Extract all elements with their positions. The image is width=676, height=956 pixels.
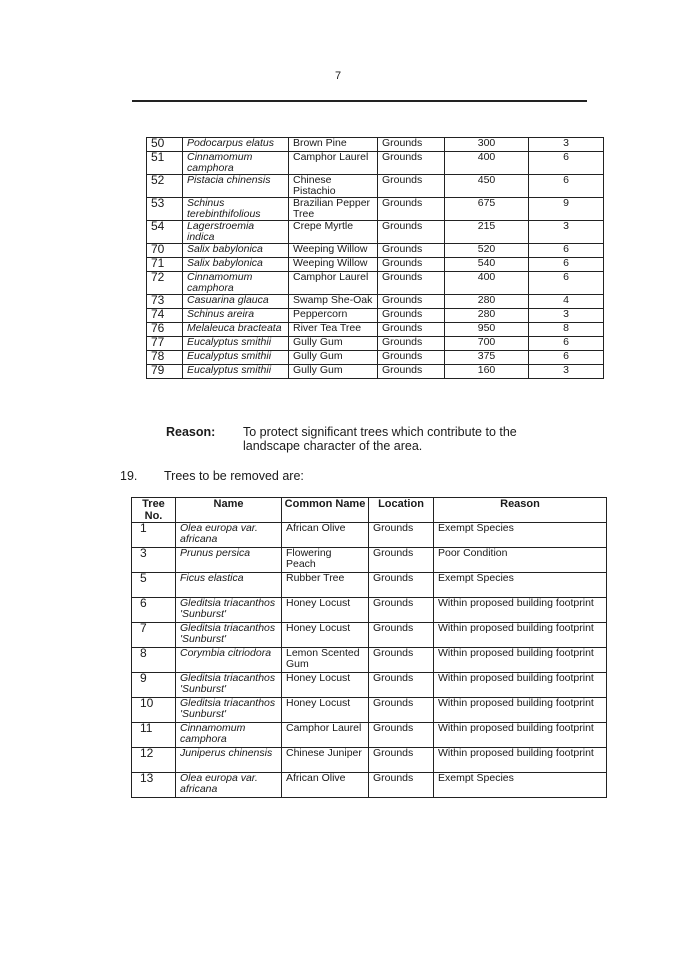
tree-value: 400 — [445, 152, 529, 175]
tree-number: 54 — [147, 221, 183, 244]
common-name: Camphor Laurel — [289, 152, 378, 175]
location: Grounds — [378, 295, 445, 309]
tree-rank: 3 — [529, 309, 604, 323]
common-name: Honey Locust — [282, 623, 369, 648]
common-name: Gully Gum — [289, 365, 378, 379]
location: Grounds — [378, 244, 445, 258]
location: Grounds — [369, 673, 434, 698]
botanical-name: Olea europa var. africana — [176, 773, 282, 798]
tree-value: 540 — [445, 258, 529, 272]
common-name: Camphor Laurel — [289, 272, 378, 295]
tree-number: 53 — [147, 198, 183, 221]
tree-number: 10 — [132, 698, 176, 723]
tree-rank: 8 — [529, 323, 604, 337]
reason-text: To protect significant trees which contribute to the landscape character of the area. — [243, 425, 517, 453]
removal-reason: Within proposed building footprint — [434, 598, 607, 623]
table-row — [132, 698, 607, 723]
location: Grounds — [378, 152, 445, 175]
retained-trees-table — [146, 137, 604, 379]
tree-value: 215 — [445, 221, 529, 244]
botanical-name: Gleditsia triacanthos 'Sunburst' — [176, 623, 282, 648]
table-row — [147, 198, 604, 221]
common-name: Camphor Laurel — [282, 723, 369, 748]
header-reason: Reason — [434, 498, 607, 523]
botanical-name: Casuarina glauca — [183, 295, 289, 309]
location: Grounds — [378, 258, 445, 272]
botanical-name: Eucalyptus smithii — [183, 351, 289, 365]
table-row — [132, 673, 607, 698]
section-number: 19. — [120, 469, 138, 483]
botanical-name: Salix babylonica — [183, 244, 289, 258]
common-name: Swamp She-Oak — [289, 295, 378, 309]
removal-reason: Within proposed building footprint — [434, 698, 607, 723]
removed-trees-table — [131, 497, 607, 798]
table-row — [147, 323, 604, 337]
common-name: African Olive — [282, 773, 369, 798]
botanical-name: Salix babylonica — [183, 258, 289, 272]
botanical-name: Podocarpus elatus — [183, 138, 289, 152]
table-row — [147, 221, 604, 244]
table-row — [147, 244, 604, 258]
tree-rank: 6 — [529, 244, 604, 258]
tree-value: 160 — [445, 365, 529, 379]
header-common-name: Common Name — [282, 498, 369, 523]
location: Grounds — [369, 523, 434, 548]
location: Grounds — [369, 773, 434, 798]
tree-number: 52 — [147, 175, 183, 198]
removal-reason: Exempt Species — [434, 523, 607, 548]
table-row — [147, 152, 604, 175]
tree-rank: 6 — [529, 351, 604, 365]
common-name: African Olive — [282, 523, 369, 548]
removal-reason: Within proposed building footprint — [434, 723, 607, 748]
table-row — [132, 598, 607, 623]
tree-rank: 3 — [529, 365, 604, 379]
section-19-heading — [120, 469, 304, 483]
table-row — [147, 337, 604, 351]
tree-number: 3 — [132, 548, 176, 573]
removal-reason: Exempt Species — [434, 773, 607, 798]
table-row — [132, 548, 607, 573]
header-name: Name — [176, 498, 282, 523]
botanical-name: Lagerstroemia indica — [183, 221, 289, 244]
botanical-name: Cinnamomum camphora — [176, 723, 282, 748]
tree-rank: 4 — [529, 295, 604, 309]
tree-number: 71 — [147, 258, 183, 272]
common-name: Lemon Scented Gum — [282, 648, 369, 673]
botanical-name: Eucalyptus smithii — [183, 365, 289, 379]
tree-value: 520 — [445, 244, 529, 258]
table-row — [147, 295, 604, 309]
tree-number: 9 — [132, 673, 176, 698]
tree-rank: 6 — [529, 272, 604, 295]
tree-number: 5 — [132, 573, 176, 598]
removal-reason: Poor Condition — [434, 548, 607, 573]
table-row — [132, 723, 607, 748]
tree-number: 6 — [132, 598, 176, 623]
botanical-name: Schinus areira — [183, 309, 289, 323]
section-title: Trees to be removed are: — [164, 469, 304, 483]
location: Grounds — [369, 748, 434, 773]
table-row — [147, 351, 604, 365]
common-name: Honey Locust — [282, 698, 369, 723]
tree-number: 70 — [147, 244, 183, 258]
common-name: Rubber Tree — [282, 573, 369, 598]
header-location: Location — [369, 498, 434, 523]
table-row — [147, 309, 604, 323]
botanical-name: Gleditsia triacanthos 'Sunburst' — [176, 598, 282, 623]
tree-number: 51 — [147, 152, 183, 175]
location: Grounds — [378, 309, 445, 323]
common-name: Gully Gum — [289, 351, 378, 365]
tree-rank: 6 — [529, 175, 604, 198]
common-name: Weeping Willow — [289, 244, 378, 258]
botanical-name: Olea europa var. africana — [176, 523, 282, 548]
tree-number: 8 — [132, 648, 176, 673]
reason-block — [166, 425, 586, 453]
table-row — [132, 748, 607, 773]
location: Grounds — [369, 548, 434, 573]
common-name: Brown Pine — [289, 138, 378, 152]
botanical-name: Corymbia citriodora — [176, 648, 282, 673]
botanical-name: Ficus elastica — [176, 573, 282, 598]
table-row — [147, 175, 604, 198]
location: Grounds — [369, 648, 434, 673]
botanical-name: Prunus persica — [176, 548, 282, 573]
location: Grounds — [369, 723, 434, 748]
tree-value: 400 — [445, 272, 529, 295]
tree-number: 72 — [147, 272, 183, 295]
tree-number: 79 — [147, 365, 183, 379]
common-name: Weeping Willow — [289, 258, 378, 272]
header-rule — [132, 100, 587, 102]
tree-number: 76 — [147, 323, 183, 337]
tree-value: 450 — [445, 175, 529, 198]
botanical-name: Gleditsia triacanthos 'Sunburst' — [176, 673, 282, 698]
table-row — [132, 623, 607, 648]
common-name: Chinese Juniper — [282, 748, 369, 773]
removal-reason: Within proposed building footprint — [434, 623, 607, 648]
location: Grounds — [369, 573, 434, 598]
common-name: Honey Locust — [282, 673, 369, 698]
tree-rank: 3 — [529, 138, 604, 152]
removal-reason: Within proposed building footprint — [434, 648, 607, 673]
removal-reason: Within proposed building footprint — [434, 673, 607, 698]
location: Grounds — [378, 337, 445, 351]
tree-number: 11 — [132, 723, 176, 748]
botanical-name: Pistacia chinensis — [183, 175, 289, 198]
tree-rank: 9 — [529, 198, 604, 221]
common-name: Honey Locust — [282, 598, 369, 623]
reason-label: Reason: — [166, 425, 216, 439]
tree-value: 300 — [445, 138, 529, 152]
header-tree-no: Tree No. — [132, 498, 176, 523]
common-name: Brazilian Pepper Tree — [289, 198, 378, 221]
tree-number: 73 — [147, 295, 183, 309]
tree-rank: 6 — [529, 152, 604, 175]
common-name: River Tea Tree — [289, 323, 378, 337]
common-name: Crepe Myrtle — [289, 221, 378, 244]
table-row — [132, 648, 607, 673]
common-name: Gully Gum — [289, 337, 378, 351]
table-row — [132, 773, 607, 798]
location: Grounds — [378, 351, 445, 365]
location: Grounds — [369, 598, 434, 623]
tree-number: 1 — [132, 523, 176, 548]
tree-number: 12 — [132, 748, 176, 773]
table-header-row — [132, 498, 607, 523]
tree-value: 950 — [445, 323, 529, 337]
table-row — [147, 258, 604, 272]
removal-reason: Within proposed building footprint — [434, 748, 607, 773]
botanical-name: Eucalyptus smithii — [183, 337, 289, 351]
botanical-name: Melaleuca bracteata — [183, 323, 289, 337]
botanical-name: Cinnamomum camphora — [183, 152, 289, 175]
location: Grounds — [378, 175, 445, 198]
common-name: Peppercorn — [289, 309, 378, 323]
tree-number: 13 — [132, 773, 176, 798]
tree-number: 78 — [147, 351, 183, 365]
location: Grounds — [378, 221, 445, 244]
tree-rank: 6 — [529, 337, 604, 351]
tree-rank: 6 — [529, 258, 604, 272]
location: Grounds — [378, 365, 445, 379]
tree-rank: 3 — [529, 221, 604, 244]
common-name: Flowering Peach — [282, 548, 369, 573]
tree-number: 74 — [147, 309, 183, 323]
location: Grounds — [369, 623, 434, 648]
table-row — [147, 138, 604, 152]
table-row — [132, 573, 607, 598]
tree-value: 280 — [445, 309, 529, 323]
tree-value: 375 — [445, 351, 529, 365]
page-number: 7 — [334, 70, 342, 82]
tree-value: 280 — [445, 295, 529, 309]
location: Grounds — [369, 698, 434, 723]
tree-number: 7 — [132, 623, 176, 648]
table-row — [147, 272, 604, 295]
botanical-name: Schinus terebinthifolious — [183, 198, 289, 221]
tree-value: 700 — [445, 337, 529, 351]
botanical-name: Juniperus chinensis — [176, 748, 282, 773]
location: Grounds — [378, 198, 445, 221]
location: Grounds — [378, 138, 445, 152]
table-row — [147, 365, 604, 379]
tree-value: 675 — [445, 198, 529, 221]
location: Grounds — [378, 272, 445, 295]
tree-number: 50 — [147, 138, 183, 152]
tree-number: 77 — [147, 337, 183, 351]
botanical-name: Cinnamomum camphora — [183, 272, 289, 295]
common-name: Chinese Pistachio — [289, 175, 378, 198]
botanical-name: Gleditsia triacanthos 'Sunburst' — [176, 698, 282, 723]
removal-reason: Exempt Species — [434, 573, 607, 598]
location: Grounds — [378, 323, 445, 337]
table-row — [132, 523, 607, 548]
